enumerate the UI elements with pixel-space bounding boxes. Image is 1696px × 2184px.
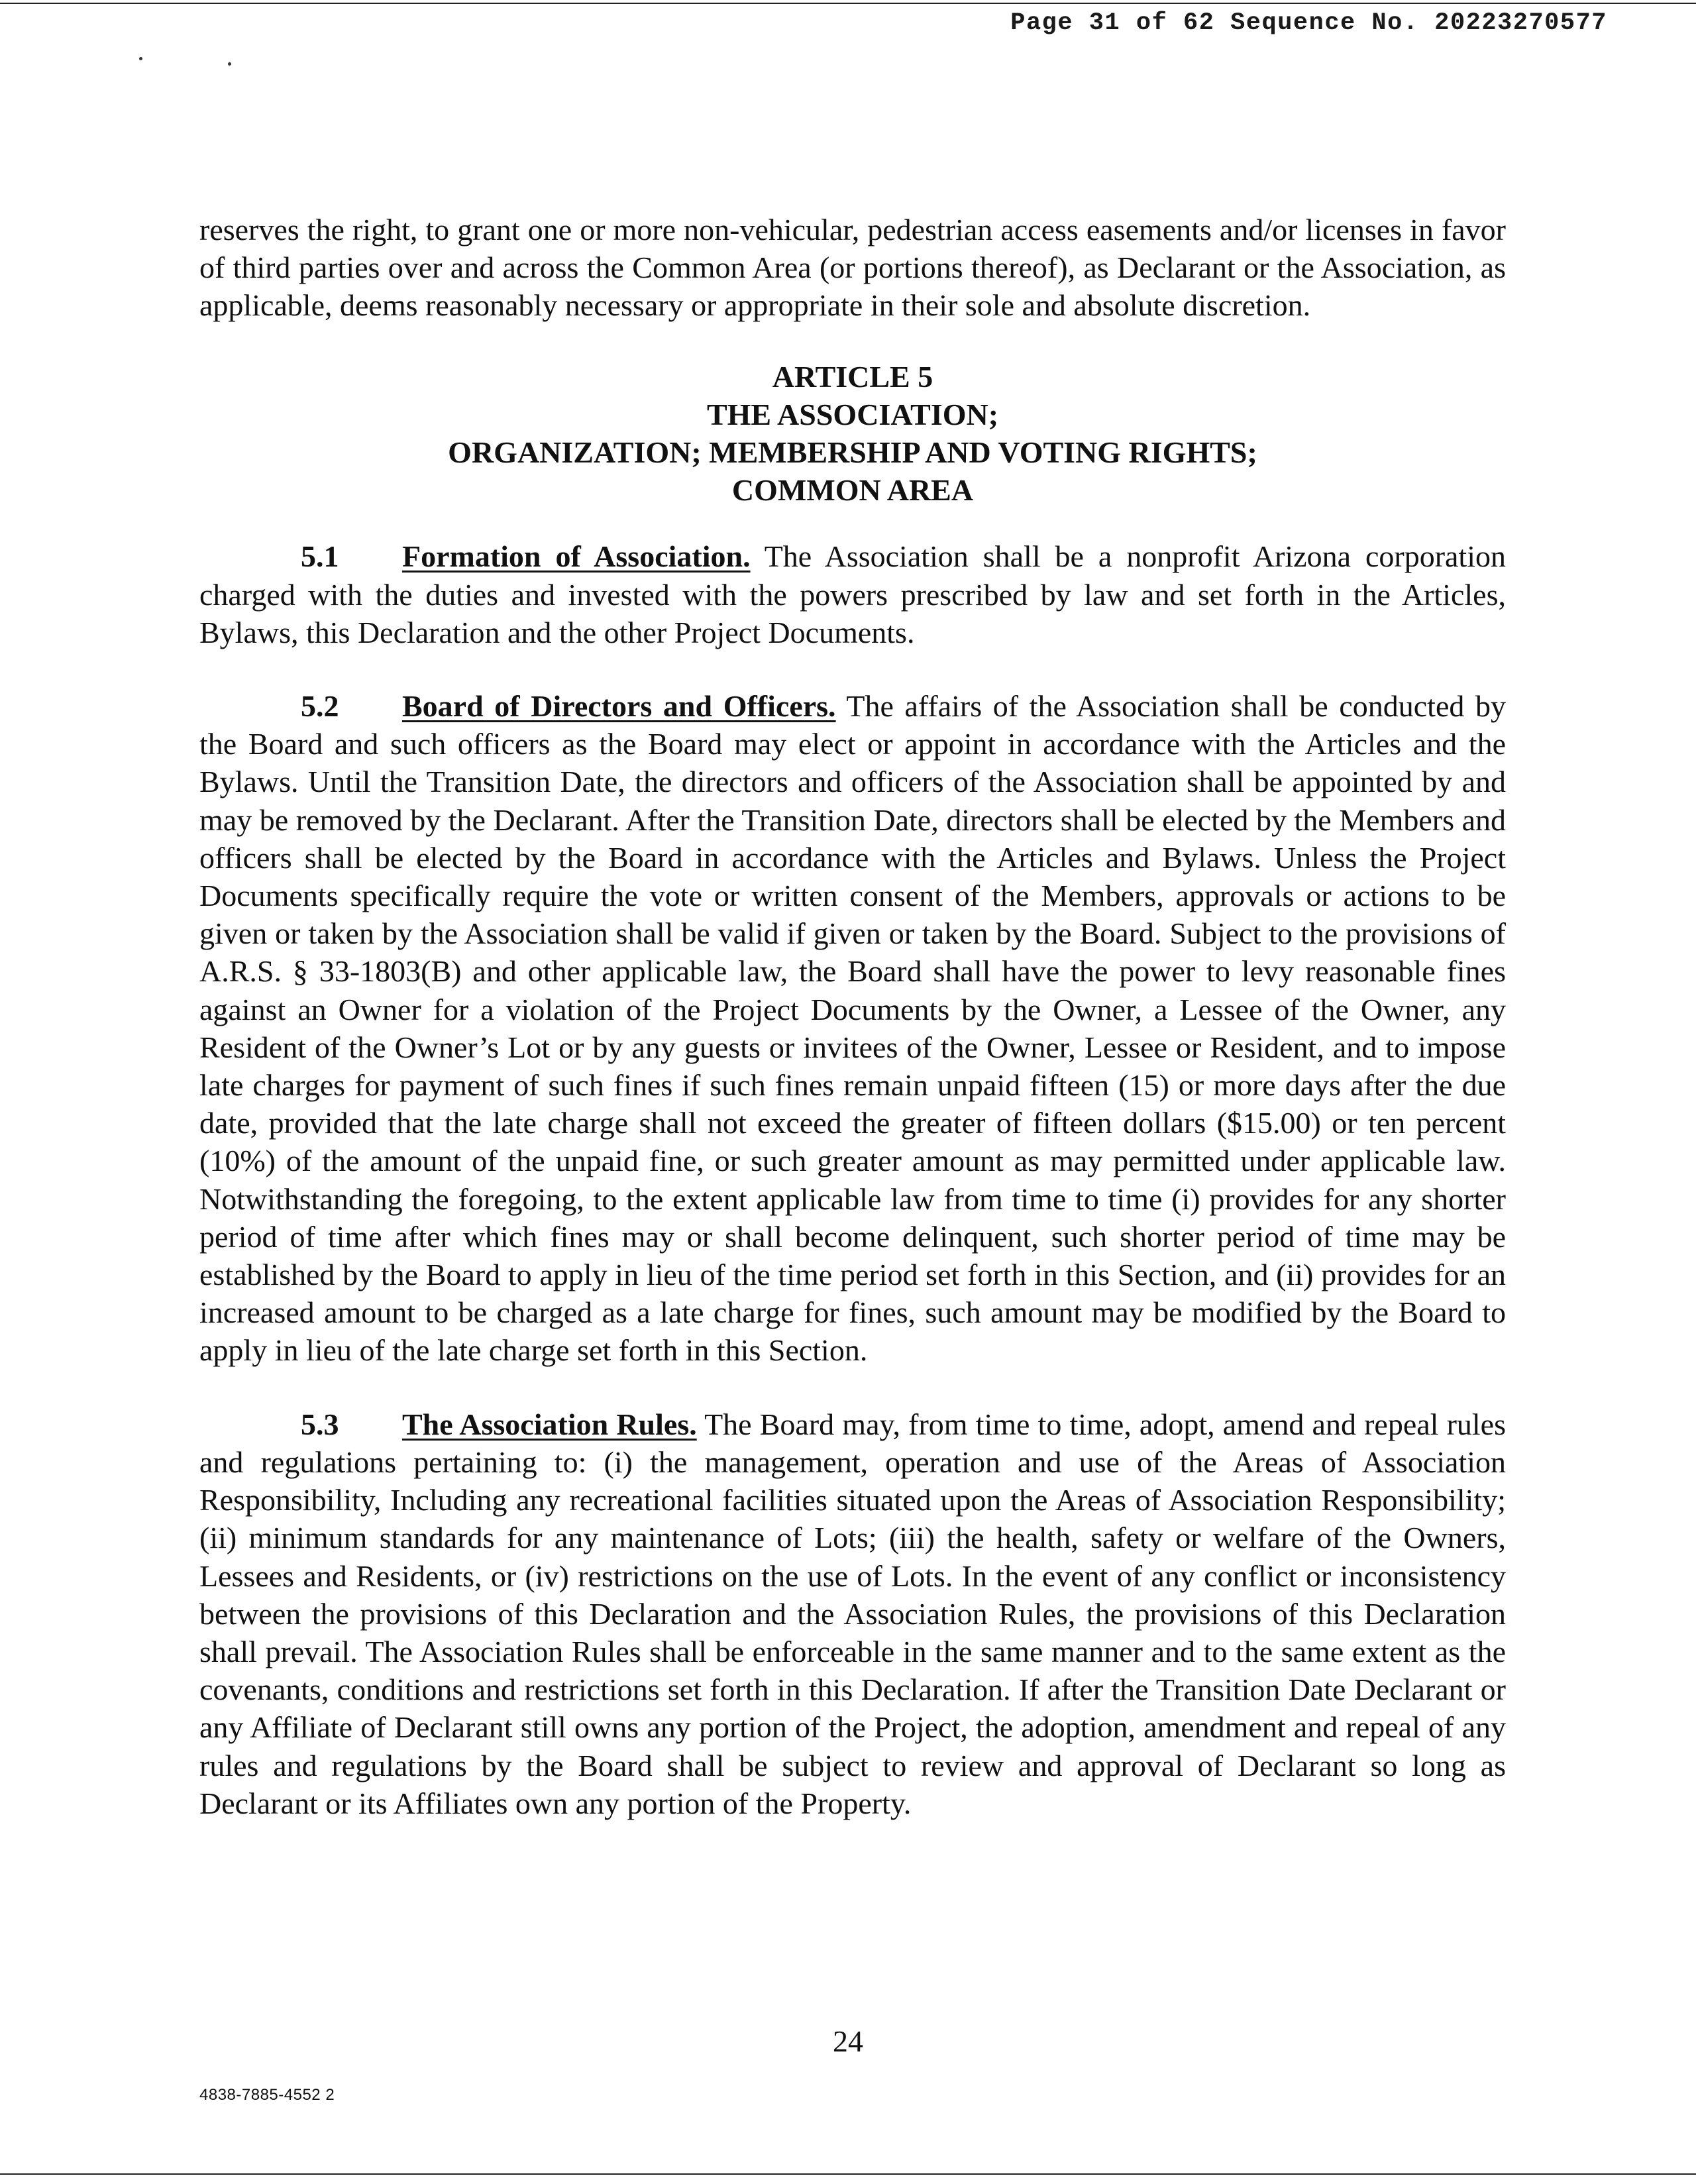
speck-mark	[139, 57, 142, 60]
page-sequence-stamp: Page 31 of 62 Sequence No. 20223270577	[1010, 9, 1607, 37]
section-text: The Board may, from time to time, adopt, amend and repeal rules and regulations pertaining to: (i) the management, operation and use of the Areas of Association Responsibility, Including any recreational facilities situated upon the Areas of Association Responsibility; (ii) minimum standards for any maintenance of Lots; (iii) the health, safety or welfare of the Owners, Lessees and Residents, or (iv) restrictions on the use of Lots. In the event of any conflict or inconsistency between the provisions of this Declaration and the Association Rules, the provisions of this Declaration shall prevail. The Association Rules shall be enforceable in the same manner and to the same extent as the covenants, conditions and restrictions set forth in this Declaration. If after the Transition Date Declarant or any Affiliate of Declarant still owns any portion of the Project, the adoption, amendment and repeal of any rules and regulations by the Board shall be subject to review and approval of Declarant so long as Declarant or its Affiliates own any portion of the Property.	[199, 1407, 1506, 1820]
bottom-scan-border	[0, 2173, 1696, 2175]
section-5-1	[199, 537, 1506, 651]
section-text: The Association shall be a nonprofit Arizona corporation charged with the duties and invested with the powers prescribed by law and set forth in the Articles, Bylaws, this Declaration and the other Project Documents.	[199, 539, 1506, 649]
section-title: Formation of Association.	[402, 539, 751, 574]
article-title-line-2: ORGANIZATION; MEMBERSHIP AND VOTING RIGHTS;	[448, 435, 1257, 470]
article-heading	[199, 358, 1506, 510]
article-title-line-1: THE ASSOCIATION;	[706, 397, 999, 431]
page-number: 24	[833, 2024, 863, 2058]
intro-paragraph: reserves the right, to grant one or more non-vehicular, pedestrian access easements and/or licenses in favor of third parties over and across the Common Area (or portions thereof), as Declarant or the Association, as applicable, deems reasonably necessary or appropriate in their sole and absolute discretion.	[199, 213, 1506, 323]
section-number: 5.3	[301, 1407, 339, 1441]
section-5-2	[199, 687, 1506, 1370]
section-text: The affairs of the Association shall be conducted by the Board and such officers as the Board may elect or appoint in accordance with the Articles and the Bylaws. Until the Transition Date, the directors and officers of the Association shall be appointed by and may be removed by the Declarant. After the Transition Date, directors shall be elected by the Members and officers shall be elected by the Board in accordance with the Articles and Bylaws. Unless the Project Documents specifically require the vote or written consent of the Members, approvals or actions to be given or taken by the Association shall be valid if given or taken by the Board. Subject to the provisions of A.R.S. § 33-1803(B) and other applicable law, the Board shall have the power to levy reasonable fines against an Owner for a violation of the Project Documents by the Owner, a Lessee of the Owner, any Resident of the Owner’s Lot or by any guests or invitees of the Owner, Lessee or Resident, and to impose late charges for payment of such fines if such fines remain unpaid fifteen (15) or more days after the due date, provided that the late charge shall not exceed the greater of fifteen dollars ($15.00) or ten percent (10%) of the amount of the unpaid fine, or such greater amount as may permitted under applicable law. Notwithstanding the foregoing, to the extent applicable law from time to time (i) provides for any shorter period of time after which fines may or shall become delinquent, such shorter period of time may be established by the Board to apply in lieu of the time period set forth in this Section, and (ii) provides for an increased amount to be charged as a late charge for fines, such amount may be modified by the Board to apply in lieu of the late charge set forth in this Section.	[199, 689, 1506, 1368]
section-title: Board of Directors and Officers.	[402, 689, 836, 724]
document-id: 4838-7885-4552 2	[199, 2086, 335, 2104]
speck-mark	[228, 62, 231, 66]
section-number: 5.2	[301, 689, 339, 724]
article-number: ARTICLE 5	[772, 359, 933, 394]
top-scan-border	[0, 3, 1696, 4]
section-5-3	[199, 1405, 1506, 1822]
section-title: The Association Rules.	[402, 1407, 697, 1441]
section-number: 5.1	[301, 539, 339, 574]
document-body	[199, 211, 1506, 1858]
article-title-line-3: COMMON AREA	[731, 473, 974, 508]
